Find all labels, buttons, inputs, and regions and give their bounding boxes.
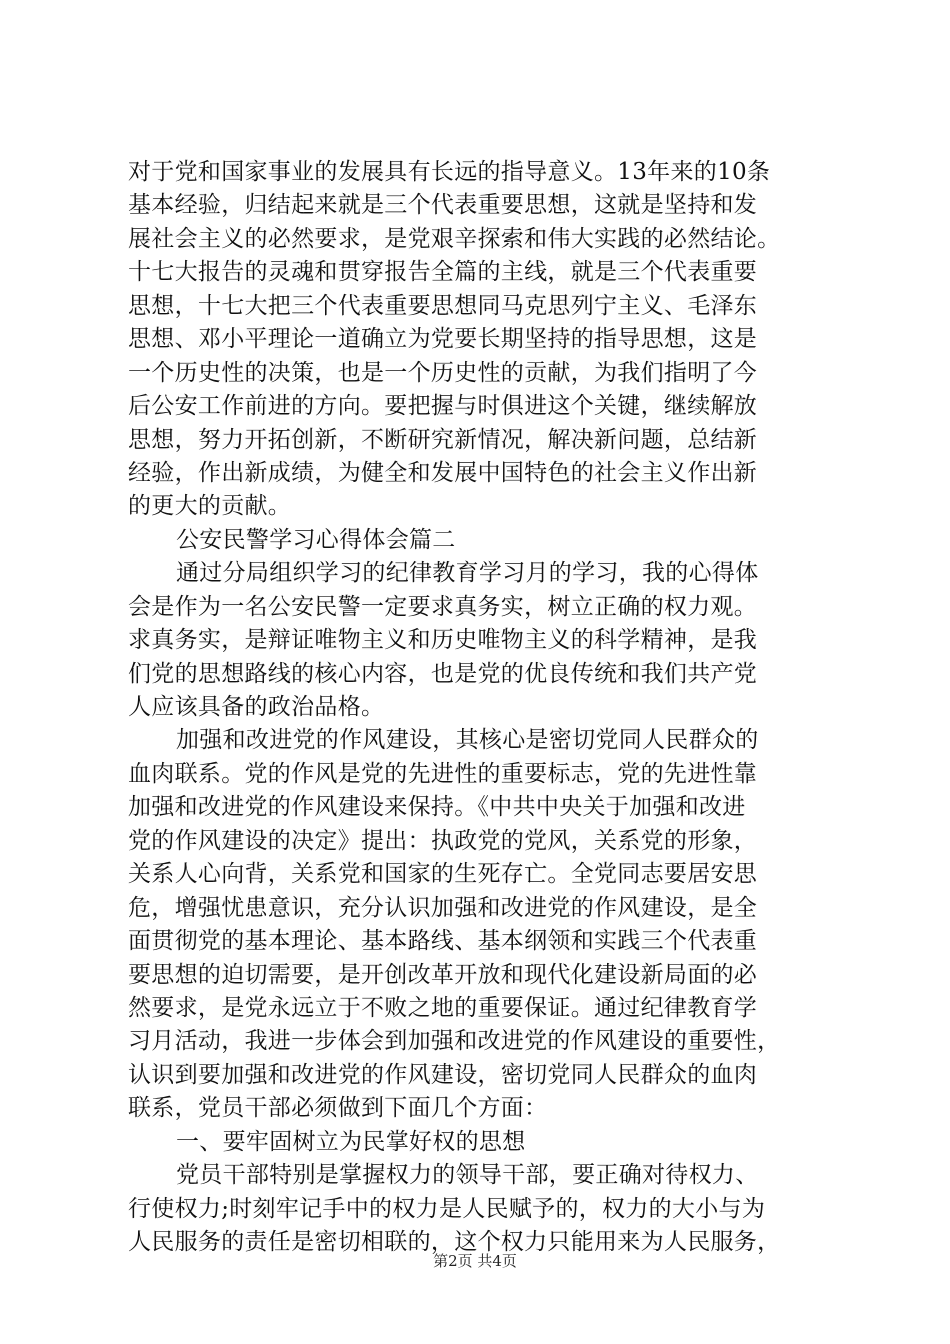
text-line: 通过分局组织学习的纪律教育学习月的学习，我的心得体: [176, 560, 759, 587]
text-line: 人应该具备的政治品格。: [128, 694, 385, 720]
text-line: 面贯彻党的基本理论、基本路线、基本纲领和实践三个代表重: [128, 928, 758, 955]
text-line: 党员干部特别是掌握权力的领导干部，要正确对待权力、: [176, 1162, 759, 1189]
text-line: 血肉联系。党的作风是党的先进性的重要标志，党的先进性靠: [128, 760, 758, 787]
paragraph-1: [128, 156, 828, 524]
text-line: 党的作风建设的决定》提出：执政党的党风，关系党的形象，: [128, 827, 758, 854]
paragraph-4: [128, 1159, 828, 1259]
text-line: 思想、邓小平理论一道确立为党要长期坚持的指导思想，这是: [128, 326, 758, 353]
text-line: 认识到要加强和改进党的作风建设，密切党同人民群众的血肉: [128, 1061, 758, 1088]
text-line: 思想，努力开拓创新，不断研究新情况，解决新问题，总结新: [128, 426, 758, 453]
text-line: 思想，十七大把三个代表重要思想同马克思列宁主义、毛泽东: [128, 292, 758, 319]
text-line: 们党的思想路线的核心内容，也是党的优良传统和我们共产党: [128, 660, 758, 687]
text-line: 会是作为一名公安民警一定要求真务实，树立正确的权力观。: [128, 593, 758, 620]
text-line: 人民服务的责任是密切相联的，这个权力只能用来为人民服务，: [128, 1229, 781, 1255]
section-title: 公安民警学习心得体会篇二: [176, 526, 456, 553]
text-line: 然要求，是党永远立于不败之地的重要保证。通过纪律教育学: [128, 994, 758, 1021]
text-line: 一个历史性的决策，也是一个历史性的贡献，为我们指明了今: [128, 359, 758, 386]
text-line: 展社会主义的必然要求，是党艰辛探索和伟大实践的必然结论。: [128, 225, 781, 252]
text-line: 关系人心向背，关系党和国家的生死存亡。全党同志要居安思: [128, 861, 758, 888]
page-number-footer: 第2页 共4页: [433, 1252, 517, 1270]
text-line: 行使权力;时刻牢记手中的权力是人民赋予的，权力的大小与为: [128, 1195, 766, 1222]
text-line: 习月活动，我进一步体会到加强和改进党的作风建设的重要性，: [128, 1028, 781, 1055]
text-line: 的更大的贡献。: [128, 493, 292, 520]
text-line: 经验，作出新成绩，为健全和发展中国特色的社会主义作出新: [128, 459, 758, 486]
text-line: 要思想的迫切需要，是开创改革开放和现代化建设新局面的必: [128, 961, 758, 988]
text-line: 十七大报告的灵魂和贯穿报告全篇的主线，就是三个代表重要: [128, 259, 758, 286]
paragraph-2: [128, 557, 828, 724]
text-line: 加强和改进党的作风建设来保持。《中共中央关于加强和改进: [128, 794, 746, 821]
document-body: [128, 156, 828, 1259]
text-line: 基本经验，归结起来就是三个代表重要思想，这就是坚持和发: [128, 192, 758, 219]
subheading: 一、要牢固树立为民掌好权的思想: [176, 1128, 526, 1155]
text-line: 联系，党员干部必须做到下面几个方面：: [128, 1095, 548, 1122]
text-line: 加强和改进党的作风建设，其核心是密切党同人民群众的: [176, 727, 759, 754]
text-line: 后公安工作前进的方向。要把握与时俱进这个关键，继续解放: [128, 393, 758, 420]
text-line: 对于党和国家事业的发展具有长远的指导意义。13年来的10条: [128, 159, 771, 185]
paragraph-3: [128, 724, 828, 1125]
text-line: 危，增强忧患意识，充分认识加强和改进党的作风建设，是全: [128, 894, 758, 921]
text-line: 求真务实，是辩证唯物主义和历史唯物主义的科学精神，是我: [128, 627, 758, 654]
